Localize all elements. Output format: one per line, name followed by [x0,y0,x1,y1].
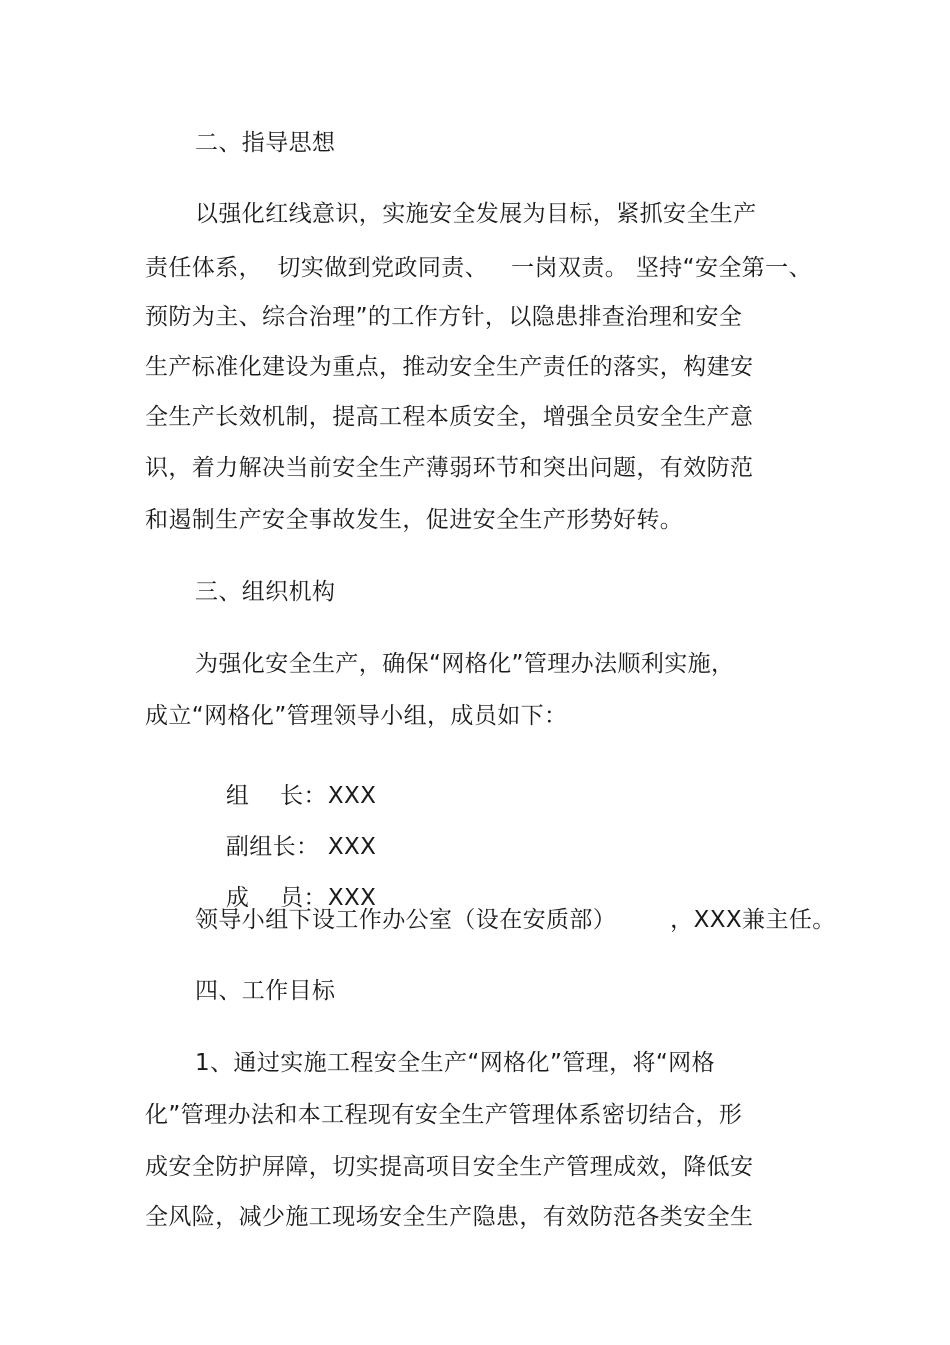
paragraph-line: 责任体系， 切实做到党政同责、 一岗双责。 坚持“安全第一、 [145,255,812,281]
paragraph-line: 生产标准化建设为重点，推动安全生产责任的落实，构建安 [145,354,754,380]
office-line: 领导小组下设工作办公室（设在安质部） ，XXX兼主任。 [195,907,836,933]
paragraph-line: 识，着力解决当前安全生产薄弱环节和突出问题，有效防范 [145,455,754,481]
section-heading-organization: 三、组织机构 [195,579,336,605]
paragraph-line: 为强化安全生产，确保“网格化”管理办法顺利实施， [195,651,735,677]
paragraph-line: 和遏制生产安全事故发生，促进安全生产形势好转。 [145,507,684,533]
member-name: XXX [327,885,377,911]
paragraph-line: 全风险，减少施工现场安全生产隐患，有效防范各类安全生 [145,1204,754,1230]
member-row-deputy [195,802,377,860]
member-role: 组 长： [225,783,327,809]
section-heading-guiding-ideology: 二、指导思想 [195,130,336,156]
paragraph-line: 以强化红线意识，实施安全发展为目标，紧抓安全生产 [195,201,757,227]
paragraph-line: 成安全防护屏障，切实提高项目安全生产管理成效，降低安 [145,1154,754,1180]
paragraph-line: 1、通过实施工程安全生产“网格化”管理，将“网格 [195,1050,715,1076]
section-heading-work-goals: 四、工作目标 [195,978,336,1004]
paragraph-line: 成立“网格化”管理领导小组，成员如下： [145,703,568,729]
paragraph-line: 预防为主、综合治理”的工作方针，以隐患排查治理和安全 [145,304,743,330]
member-row-member [195,853,377,911]
member-name: XXX [327,783,377,809]
paragraph-line: 化”管理办法和本工程现有安全生产管理体系密切结合，形 [145,1102,743,1128]
member-role: 副组长： [225,834,320,860]
paragraph-line: 全生产长效机制，提高工程本质安全，增强全员安全生产意 [145,404,754,430]
member-name: XXX [327,834,377,860]
member-row-leader [195,751,377,809]
member-role: 成 员： [225,885,327,911]
